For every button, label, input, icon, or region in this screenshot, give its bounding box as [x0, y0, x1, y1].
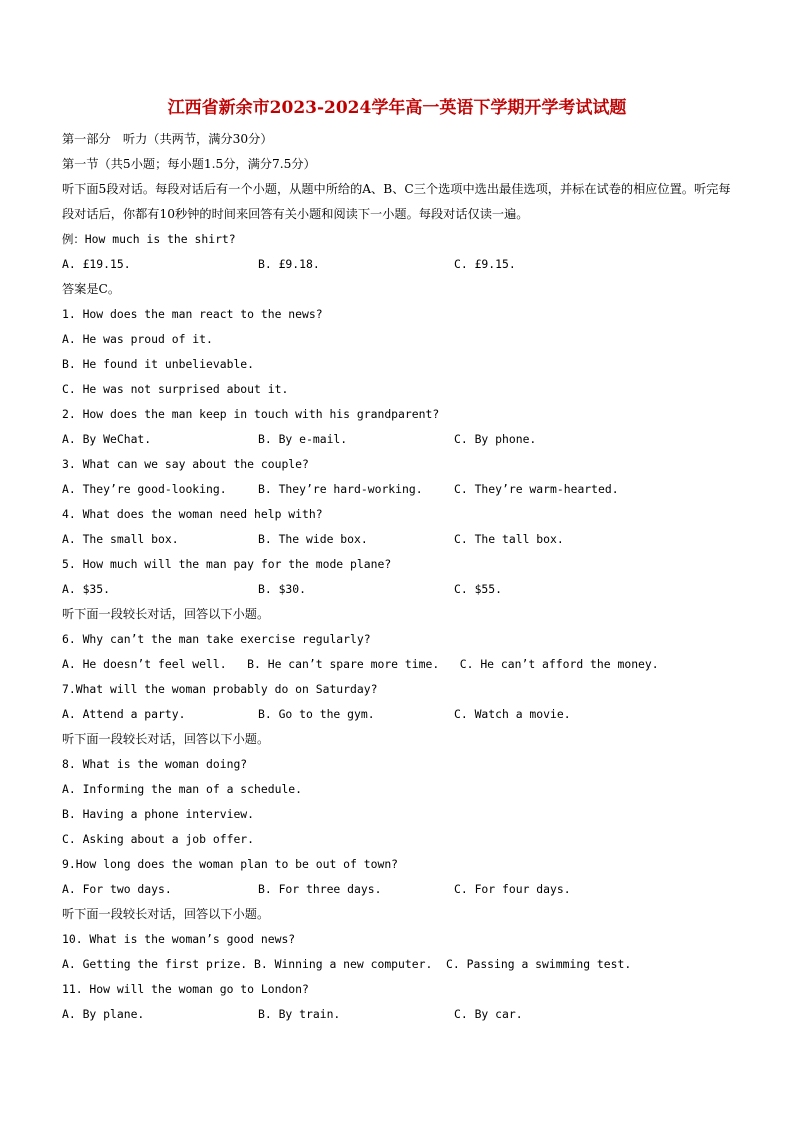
option-b: B. Go to the gym.: [258, 707, 375, 721]
option-b: B. Having a phone interview.: [62, 807, 255, 821]
question-11: 11. How will the woman go to London?: [62, 982, 309, 996]
option-b: B. They’re hard-working.: [258, 482, 423, 496]
question-7-options: [62, 702, 732, 727]
instructions: 听下面5段对话。每段对话后有一个小题，从题中所给的A、B、C三个选项中选出最佳选项，并标在试卷的相应位置。听完每段对话后，你都有10秒钟的时间来回答有关小题和阅读下一小题。每段对话仅读一遍。: [62, 182, 731, 221]
option-c: C. £9.15.: [454, 257, 516, 271]
question-6-options: A. He doesn’t feel well. B. He can’t spare more time. C. He can’t afford the money.: [62, 657, 659, 671]
long-dialogue-heading: 听下面一段较长对话，回答以下小题。: [62, 907, 270, 921]
option-c: C. They’re warm-hearted.: [454, 482, 619, 496]
option-b: B. £9.18.: [258, 257, 320, 271]
section-heading: 第一节（共5小题；每小题1.5分，满分7.5分）: [62, 157, 316, 171]
option-c: C. $55.: [454, 582, 503, 596]
long-dialogue-heading: 听下面一段较长对话，回答以下小题。: [62, 607, 270, 621]
question-7: 7.What will the woman probably do on Saturday?: [62, 682, 378, 696]
option-a: A. For two days.: [62, 882, 172, 896]
part-heading: 第一部分 听力（共两节，满分30分）: [62, 132, 273, 146]
question-10-options: A. Getting the first prize. B. Winning a new computer. C. Passing a swimming test.: [62, 957, 632, 971]
option-a: A. £19.15.: [62, 257, 131, 271]
question-4: 4. What does the woman need help with?: [62, 507, 323, 521]
example-options: [62, 252, 732, 277]
option-c: C. For four days.: [454, 882, 571, 896]
question-5: 5. How much will the man pay for the mode plane?: [62, 557, 392, 571]
option-b: B. By e-mail.: [258, 432, 348, 446]
option-a: A. The small box.: [62, 532, 179, 546]
option-a: A. They’re good-looking.: [62, 482, 227, 496]
question-2: 2. How does the man keep in touch with his grandparent?: [62, 407, 440, 421]
option-a: A. Informing the man of a schedule.: [62, 782, 303, 796]
example-question: 例：How much is the shirt?: [62, 232, 236, 246]
question-2-options: [62, 427, 732, 452]
option-c: C. Asking about a job offer.: [62, 832, 255, 846]
option-b: B. By train.: [258, 1007, 341, 1021]
option-c: C. By phone.: [454, 432, 537, 446]
question-4-options: [62, 527, 732, 552]
question-6: 6. Why can’t the man take exercise regularly?: [62, 632, 371, 646]
option-b: B. For three days.: [258, 882, 382, 896]
option-b: B. He found it unbelievable.: [62, 357, 255, 371]
option-a: A. By WeChat.: [62, 432, 152, 446]
question-3: 3. What can we say about the couple?: [62, 457, 309, 471]
question-3-options: [62, 477, 732, 502]
option-b: B. The wide box.: [258, 532, 368, 546]
question-11-options: [62, 1002, 732, 1027]
option-a: A. Attend a party.: [62, 707, 186, 721]
question-9-options: [62, 877, 732, 902]
option-c: C. He was not surprised about it.: [62, 382, 289, 396]
option-b: B. $30.: [258, 582, 307, 596]
question-8: 8. What is the woman doing?: [62, 757, 248, 771]
option-c: C. The tall box.: [454, 532, 564, 546]
question-9: 9.How long does the woman plan to be out of town?: [62, 857, 399, 871]
long-dialogue-heading: 听下面一段较长对话，回答以下小题。: [62, 732, 270, 746]
question-10: 10. What is the woman’s good news?: [62, 932, 296, 946]
example-answer: 答案是C。: [62, 282, 121, 296]
option-c: C. By car.: [454, 1007, 523, 1021]
page-title: 江西省新余市2023-2024学年高一英语下学期开学考试试题: [167, 98, 627, 118]
option-a: A. By plane.: [62, 1007, 145, 1021]
option-a: A. $35.: [62, 582, 111, 596]
option-a: A. He was proud of it.: [62, 332, 213, 346]
question-5-options: [62, 577, 732, 602]
question-1: 1. How does the man react to the news?: [62, 307, 323, 321]
option-c: C. Watch a movie.: [454, 707, 571, 721]
